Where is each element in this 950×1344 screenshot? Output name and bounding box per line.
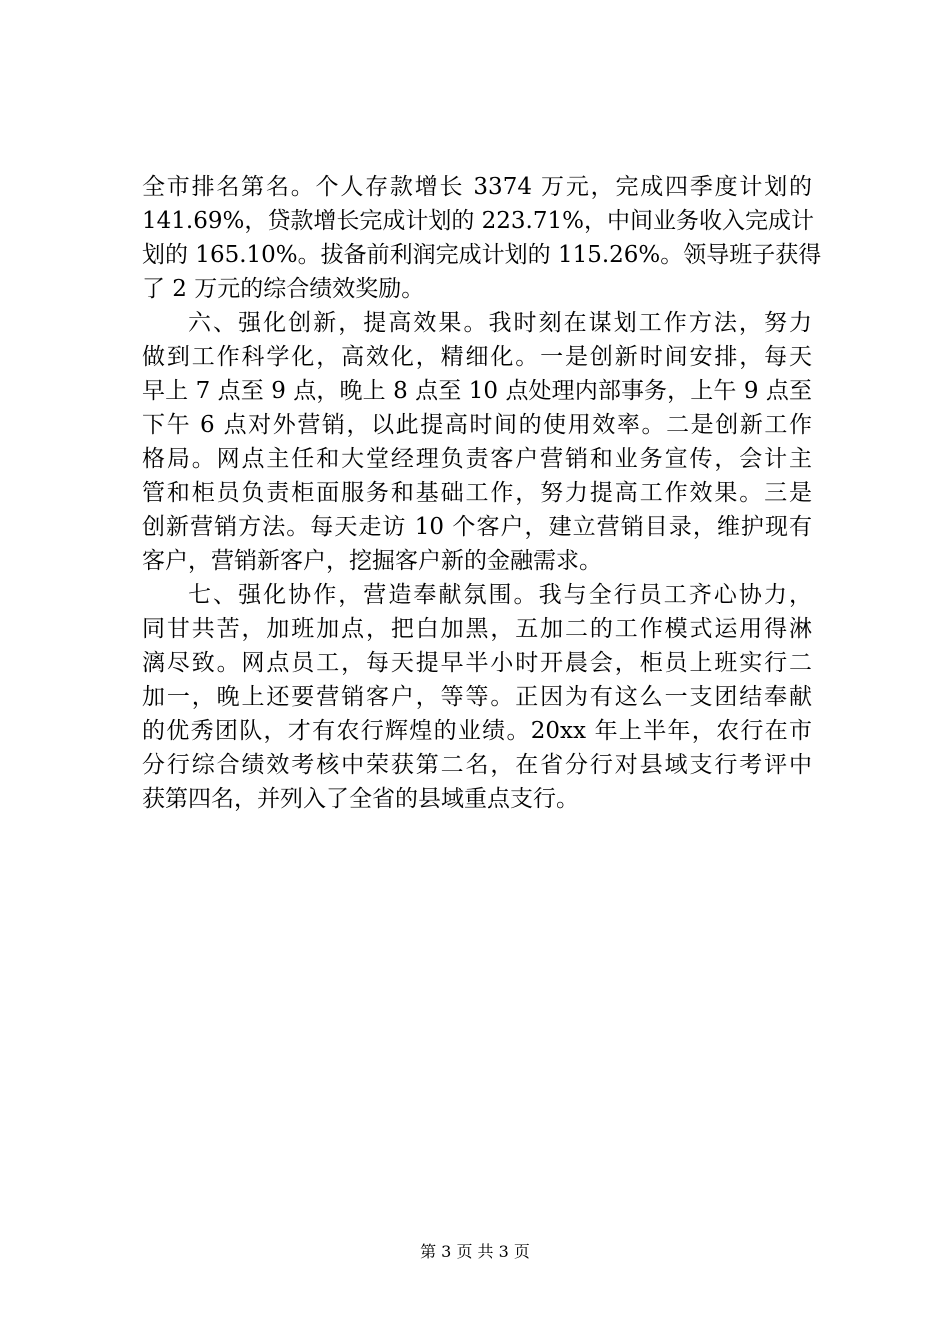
- text-line: 141.69%，贷款增长完成计划的 223.71%，中间业务收入完成计: [142, 208, 814, 234]
- text-line: 获第四名，并列入了全省的县域重点支行。: [142, 786, 579, 812]
- text-line: 客户，营销新客户，挖掘客户新的金融需求。: [142, 548, 602, 574]
- text-line: 同甘共苦，加班加点，把白加黑，五加二的工作模式运用得淋: [142, 616, 812, 642]
- text-line: 分行综合绩效考核中荣获第二名，在省分行对县域支行考评中: [142, 752, 812, 778]
- page-number-footer: 第 3 页 共 3 页: [420, 1242, 530, 1261]
- text-line: 划的 165.10%。拔备前利润完成计划的 115.26%。领导班子获得: [142, 242, 822, 268]
- text-line: 六、强化创新，提高效果。我时刻在谋划工作方法，努力: [188, 310, 812, 336]
- text-line: 漓尽致。网点员工，每天提早半小时开晨会，柜员上班实行二: [142, 650, 812, 676]
- text-line: 了 2 万元的综合绩效奖励。: [142, 276, 425, 302]
- text-line: 管和柜员负责柜面服务和基础工作，努力提高工作效果。三是: [142, 480, 812, 506]
- text-line: 做到工作科学化，高效化，精细化。一是创新时间安排，每天: [142, 344, 812, 370]
- text-line: 创新营销方法。每天走访 10 个客户，建立营销目录，维护现有: [142, 514, 812, 540]
- text-line: 早上 7 点至 9 点，晚上 8 点至 10 点处理内部事务，上午 9 点至: [142, 378, 812, 404]
- text-line: 加一，晚上还要营销客户，等等。正因为有这么一支团结奉献: [142, 684, 812, 710]
- text-line: 格局。网点主任和大堂经理负责客户营销和业务宣传，会计主: [142, 446, 812, 472]
- text-line: 七、强化协作，营造奉献氛围。我与全行员工齐心协力，: [188, 582, 812, 608]
- text-line: 全市排名第名。个人存款增长 3374 万元，完成四季度计划的: [142, 174, 812, 200]
- paragraph-6-innovation: [142, 306, 812, 578]
- paragraph-7-collaboration: [142, 578, 812, 816]
- paragraph-5-summary: [142, 170, 822, 306]
- text-line: 下午 6 点对外营销，以此提高时间的使用效率。二是创新工作: [142, 412, 812, 438]
- document-body: [142, 170, 822, 816]
- text-line: 的优秀团队，才有农行辉煌的业绩。20xx 年上半年，农行在市: [142, 718, 812, 744]
